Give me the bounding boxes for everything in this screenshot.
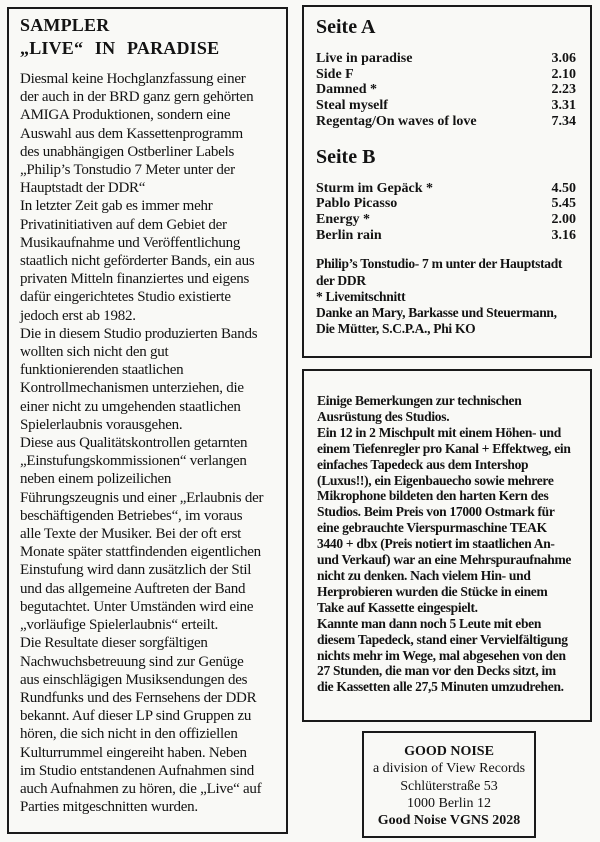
liner-notes-line: Monate später stattfindenden eigentlichen xyxy=(20,544,261,561)
track-row xyxy=(316,196,576,212)
record-label-imprint xyxy=(362,731,536,838)
studio-equipment-line: Studios. Beim Preis von 17000 Ostmark für xyxy=(317,504,555,520)
liner-notes-line: jedoch erst ab 1982. xyxy=(20,307,136,324)
track-row xyxy=(316,114,576,130)
track-title: Live in paradise xyxy=(316,51,413,66)
studio-equipment-line: 27 Stunden, die man vor den Decks sitzt, im xyxy=(317,663,556,679)
side-b-heading: Seite B xyxy=(316,145,376,168)
studio-equipment-panel xyxy=(302,369,592,722)
liner-notes-text xyxy=(20,70,281,816)
liner-notes-line: dafür eingerichtetes Studio existierte xyxy=(20,289,231,306)
track-title: Sturm im Gepäck * xyxy=(316,180,434,196)
liner-notes-line: Kontrollmechanismen unterziehen, die xyxy=(20,380,244,397)
track-time: 3.06 xyxy=(551,51,576,66)
liner-notes-line: privaten Mitteln finanziertes und eigens xyxy=(20,271,250,288)
studio-equipment-line: einfaches Tapedeck aus dem Intershop xyxy=(317,456,529,472)
liner-notes-line: beschäftigenden Betriebes“, im voraus xyxy=(20,507,243,524)
liner-notes-line: alle Texte der Musiker. Bei der oft erst xyxy=(20,526,242,543)
liner-notes-line: des unabhängigen Ostberliner Labels xyxy=(20,143,235,160)
liner-notes-line: bekannt. Auf dieser LP sind Gruppen zu xyxy=(20,708,252,725)
studio-equipment-line: Herprobieren wurden die Stücke in einem xyxy=(317,583,548,599)
track-time: 7.34 xyxy=(551,113,576,129)
tracklist-notes-line: Danke an Mary, Barkasse und Steuermann, xyxy=(316,304,557,320)
studio-equipment-line: und Verkauf) war an eine Mehrspuraufnahme xyxy=(317,552,572,568)
studio-equipment-line: einem Tiefenregler pro Kanal + Effektweg, ein xyxy=(317,440,571,456)
liner-notes-line: funktionierenden staatlichen xyxy=(20,362,184,379)
track-row xyxy=(316,67,576,83)
liner-notes-line: Nachwuchsbetreuung sind zur Genüge xyxy=(20,653,244,670)
track-title: Regentag/On waves of love xyxy=(316,113,477,129)
catalog-number: Good Noise VGNS 2028 xyxy=(377,813,521,829)
studio-equipment-line: nicht zu denken. Nach vielem Hin- und xyxy=(317,567,531,583)
side-a-tracklist xyxy=(316,51,576,130)
track-time: 5.45 xyxy=(551,196,576,212)
liner-notes-line: und das allgemeine Auftreten der Band xyxy=(20,580,246,597)
liner-notes-line: hören, die sich nicht in den offiziellen xyxy=(20,726,238,743)
track-time: 3.16 xyxy=(551,227,576,243)
liner-notes-line: einer nicht zu umgehenden staatlichen xyxy=(20,398,241,415)
liner-notes-line: Rundfunks und des Fernsehens der DDR xyxy=(20,689,257,706)
tracklist-notes-line: Philip’s Tonstudio- 7 m unter der Hauptstadt xyxy=(316,256,563,272)
liner-notes-line: „Philip’s Tonstudio 7 Meter unter der xyxy=(20,162,235,179)
track-row xyxy=(316,181,576,197)
track-time: 2.10 xyxy=(551,66,576,82)
liner-notes-panel xyxy=(7,7,288,834)
studio-equipment-line: diesem Tapedeck, stand einer Vervielfältigung xyxy=(317,631,568,647)
liner-notes-line: Privatinitiativen auf dem Gebiet der xyxy=(20,216,227,233)
track-title: Damned * xyxy=(316,82,378,98)
liner-notes-line: Musikaufnahme und Veröffentlichung xyxy=(20,234,241,251)
liner-notes-line: „vorläufige Spielerlaubnis“ erteilt. xyxy=(20,617,219,634)
liner-notes-line: „Einstufungskommissionen“ verlangen xyxy=(20,453,247,470)
label-street: Schlüterstraße 53 xyxy=(400,778,498,794)
album-title-line2: „LIVE“ IN PARADISE xyxy=(20,38,220,58)
studio-equipment-line: die Kassetten alle 27,5 Minuten umzudrehen. xyxy=(317,679,564,695)
side-a-heading: Seite A xyxy=(316,16,376,38)
liner-notes-line: Die Resultate dieser sorgfältigen xyxy=(20,635,208,652)
studio-equipment-line: nichts mehr im Wege, mal abgesehen von den xyxy=(317,647,566,663)
track-title: Berlin rain xyxy=(316,227,382,243)
liner-notes-line: Diesmal keine Hochglanzfassung einer xyxy=(20,71,246,87)
studio-equipment-line: (Luxus!!), ein Eigenbauecho sowie mehrere xyxy=(317,472,554,488)
liner-notes-line: neben einem polizeilichen xyxy=(20,471,172,488)
album-title-line1: SAMPLER xyxy=(20,15,110,35)
liner-notes-line: Einstufung wird dann zusätzlich der Stil xyxy=(20,562,252,579)
studio-equipment-line: Kannte man dann noch 5 Leute mit eben xyxy=(317,615,542,631)
label-name: GOOD NOISE xyxy=(404,744,494,759)
liner-notes-line: Diese aus Qualitätskontrollen getarnten xyxy=(20,435,248,452)
liner-notes-line: im Studio entstandenen Aufnahmen sind xyxy=(20,762,255,779)
track-row xyxy=(316,98,576,114)
track-row xyxy=(316,228,576,244)
studio-equipment-line: Ein 12 in 2 Mischpult mit einem Höhen- und xyxy=(317,424,561,440)
label-division: a division of View Records xyxy=(372,761,526,777)
studio-equipment-line: Ausrüstung des Studios. xyxy=(317,408,450,424)
studio-equipment-line: Mikrophone bildeten den harten Kern des xyxy=(317,488,549,504)
studio-equipment-line: eine gebrauchte Vierspurmaschine TEAK xyxy=(317,520,547,536)
liner-notes-line: Spielerlaubnis vorausgehen. xyxy=(20,416,183,433)
track-time: 3.31 xyxy=(551,98,576,114)
label-city: 1000 Berlin 12 xyxy=(407,795,491,811)
track-title: Pablo Picasso xyxy=(316,196,398,212)
track-title: Steal myself xyxy=(316,98,388,114)
track-time: 4.50 xyxy=(551,180,576,196)
liner-notes-line: Kulturrummel eingereiht haben. Neben xyxy=(20,744,247,761)
liner-notes-line: staatlich nicht geförderter Bands, ein aus xyxy=(20,253,255,270)
studio-equipment-line: Einige Bemerkungen zur technischen xyxy=(317,393,522,408)
studio-equipment-line: 3440 + dbx (Preis notiert im staatlichen An- xyxy=(317,536,555,552)
tracklist-notes-line: der DDR xyxy=(316,272,366,288)
track-title: Side F xyxy=(316,66,354,82)
liner-notes-line: Führungszeugnis und einer „Erlaubnis der xyxy=(20,489,264,506)
liner-notes-line: begutachtet. Unter Umständen wird eine xyxy=(20,598,254,615)
track-row xyxy=(316,212,576,228)
liner-notes-line: Hauptstadt der DDR“ xyxy=(20,180,146,197)
liner-notes-line: Auswahl aus dem Kassettenprogramm xyxy=(20,125,243,142)
tracklist-notes xyxy=(316,256,576,337)
track-time: 2.00 xyxy=(551,211,576,227)
track-time: 2.23 xyxy=(551,82,576,98)
liner-notes-line: Die in diesem Studio produzierten Bands xyxy=(20,325,258,342)
liner-notes-line: auch Aufnahmen zu hören, die „Live“ auf xyxy=(20,780,262,797)
tracklist-notes-line: * Livemitschnitt xyxy=(316,288,406,304)
track-title: Energy * xyxy=(316,211,371,227)
liner-notes-line: Parties mitgeschnitten wurden. xyxy=(20,799,198,816)
side-b-tracklist xyxy=(316,181,576,244)
liner-notes-line: AMIGA Produktionen, sondern eine xyxy=(20,107,231,124)
track-row xyxy=(316,82,576,98)
tracklist-notes-line: Die Mütter, S.C.P.A., Phi KO xyxy=(316,321,476,337)
liner-notes-line: aus einschlägigen Musiksendungen des xyxy=(20,671,248,688)
track-row xyxy=(316,51,576,67)
tracklist-panel xyxy=(302,5,592,358)
liner-notes-line: In letzter Zeit gab es immer mehr xyxy=(20,198,213,215)
studio-equipment-line: Take auf Kassette eingespielt. xyxy=(317,599,478,615)
liner-notes-line: der auch in der BRD ganz gern gehörten xyxy=(20,89,254,106)
liner-notes-line: wollten sich nicht den gut xyxy=(20,344,169,361)
